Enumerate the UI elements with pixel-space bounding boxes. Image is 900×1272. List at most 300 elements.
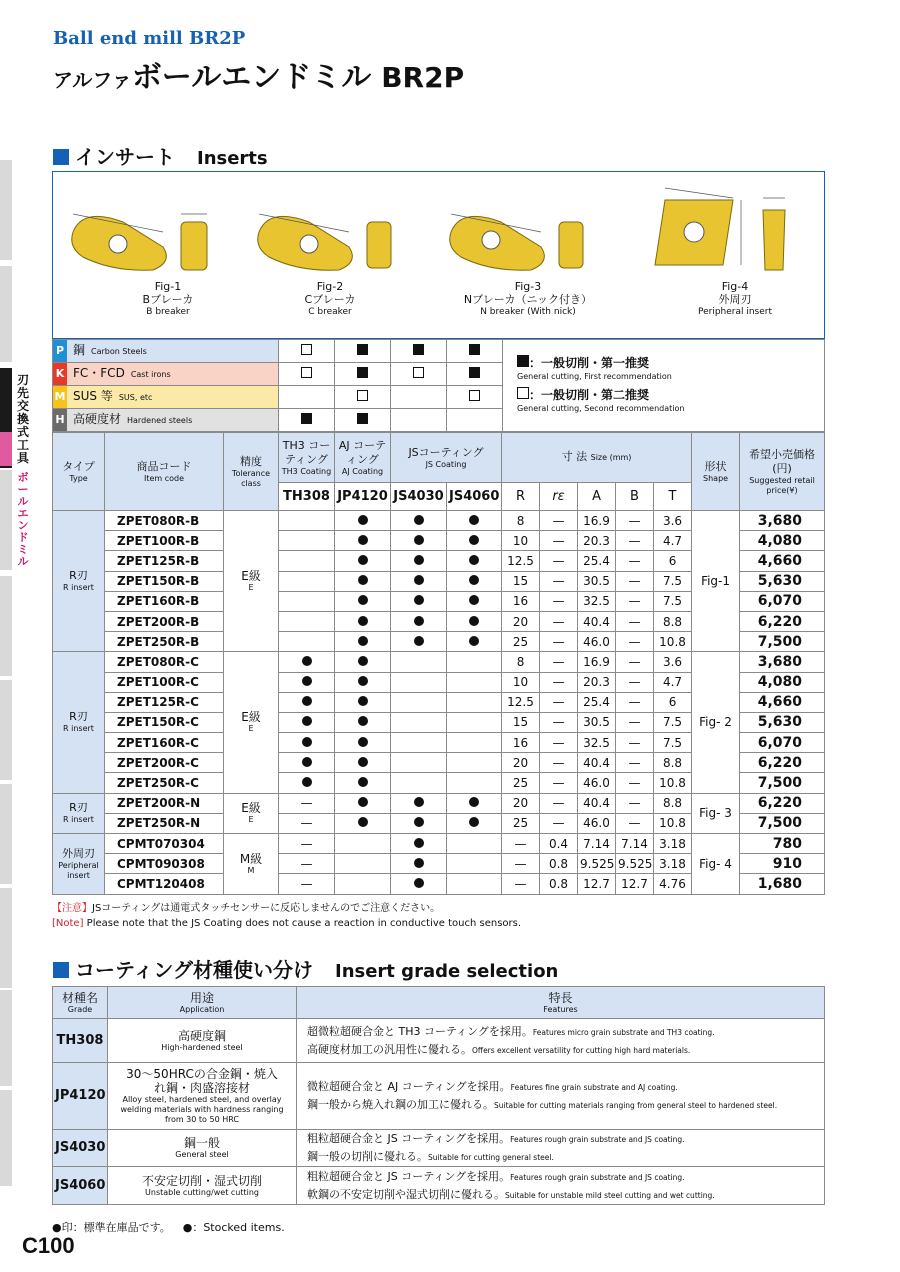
type-en: R insert	[63, 815, 94, 825]
col-th3-en: TH3 Coating	[281, 466, 332, 476]
item-code: ZPET250R-N	[105, 813, 224, 833]
grade-app-en: High-hardened steel	[161, 1042, 243, 1052]
dim-A: 20.3	[578, 531, 616, 551]
grade-header: JS4030	[391, 483, 447, 511]
stock-cell	[447, 854, 502, 874]
stock-cell	[335, 632, 391, 652]
dim-T: 8.8	[654, 793, 692, 813]
dim-B: —	[616, 733, 654, 753]
price: 910	[740, 854, 825, 874]
side-tab-5	[0, 680, 12, 780]
stock-cell	[391, 712, 447, 732]
stock-dot-icon	[414, 515, 424, 525]
stock-cell	[279, 813, 335, 833]
inserts-heading-jp: インサート	[75, 145, 175, 169]
note-jp	[52, 901, 521, 916]
dim-T: 7.5	[654, 591, 692, 611]
stock-cell	[447, 874, 502, 894]
stock-dot-icon	[358, 555, 368, 565]
tol-jp: M級	[239, 851, 263, 866]
side-tab-9	[0, 1090, 12, 1186]
dim-R: 12.5	[502, 692, 540, 712]
material-rec-cell	[335, 386, 391, 409]
material-letter: K	[53, 363, 67, 385]
dim-A: 9.525	[578, 854, 616, 874]
page-number: C100	[22, 1233, 75, 1258]
header-en-title: Ball end mill BR2P	[53, 28, 246, 49]
material-rec-cell	[335, 340, 391, 363]
legend-first	[517, 355, 672, 384]
grade-heading	[53, 954, 558, 983]
material-cell	[53, 409, 279, 432]
stock-cell	[391, 874, 447, 894]
price: 6,070	[740, 733, 825, 753]
shape-cell: Fig- 4	[692, 834, 740, 895]
stock-dot-icon	[414, 817, 424, 827]
col-aj-jp: AJ コーティング	[338, 438, 387, 466]
dim-header: B	[616, 483, 654, 511]
fig2-en: C breaker	[308, 307, 352, 317]
stock-dot-icon	[469, 595, 479, 605]
type-jp: R刃	[69, 710, 88, 724]
grade-header: JP4120	[335, 483, 391, 511]
stock-cell	[391, 591, 447, 611]
stock-cell	[335, 813, 391, 833]
grade-app-jp: 不安定切削・湿式切削	[141, 1173, 262, 1188]
stock-dot-icon	[469, 535, 479, 545]
grade-app-jp: 30～50HRCの合金鋼・焼入れ鋼・肉盛溶接材	[126, 1067, 278, 1095]
stock-dot-icon	[469, 575, 479, 585]
dim-T: 3.6	[654, 652, 692, 672]
dim-re: 0.4	[540, 834, 578, 854]
grade-name: JP4120	[53, 1063, 108, 1130]
stock-cell	[279, 611, 335, 631]
grade-col-grade	[53, 987, 108, 1019]
feature-jp: 軟鋼の不安定切削や湿式切削に優れる。	[307, 1187, 505, 1201]
grade-col-grade-en: Grade	[67, 1004, 93, 1014]
dim-B: —	[616, 712, 654, 732]
title-code: BR2P	[381, 61, 465, 94]
grade-table	[52, 986, 825, 1205]
note-en-text: Please note that the JS Coating does not cause a reaction in conductive touch sensors.	[86, 918, 522, 929]
stock-cell	[447, 632, 502, 652]
grade-col-app-en: Application	[179, 1004, 225, 1014]
fig4-en: Peripheral insert	[697, 307, 773, 317]
item-code: ZPET150R-B	[105, 571, 224, 591]
feature-line	[307, 1023, 822, 1041]
type-jp: R刃	[69, 801, 88, 815]
fig3-en: N breaker (With nick)	[480, 307, 576, 317]
side-tab-1	[0, 160, 12, 260]
fig1-en: B breaker	[146, 307, 190, 317]
item-code: ZPET080R-C	[105, 652, 224, 672]
dim-T: 4.7	[654, 531, 692, 551]
fig4-drawing	[633, 180, 818, 280]
material-en: SUS, etc	[118, 393, 153, 402]
dim-header: R	[502, 483, 540, 511]
col-size	[502, 433, 692, 483]
stock-cell	[335, 511, 391, 531]
stock-cell	[279, 874, 335, 894]
col-tolerance	[224, 433, 279, 511]
grade-header: JS4060	[447, 483, 502, 511]
first-rec-icon	[413, 344, 424, 355]
material-cell	[53, 386, 279, 409]
fig3-jp: Nブレーカ（ニック付き）	[463, 293, 593, 306]
feature-en: Features fine grain substrate and AJ coating.	[510, 1083, 678, 1092]
stock-dot-icon	[358, 656, 368, 666]
price: 1,680	[740, 874, 825, 894]
material-cell	[53, 340, 279, 363]
stock-cell	[335, 733, 391, 753]
dim-B: 9.525	[616, 854, 654, 874]
stock-note	[52, 1219, 285, 1235]
no-grade: —	[300, 856, 313, 871]
col-price-en: Suggested retail price(¥)	[749, 475, 815, 495]
feature-en: Features micro grain substrate and TH3 coating.	[532, 1027, 715, 1037]
stock-cell	[279, 571, 335, 591]
fig1-jp: Bブレーカ	[142, 293, 194, 306]
price: 4,660	[740, 551, 825, 571]
fig1-caption	[113, 280, 223, 319]
fig4-jp: 外周刃	[718, 293, 752, 306]
col-tol-jp: 精度	[240, 454, 262, 468]
tolerance-cell	[224, 793, 279, 833]
price: 6,220	[740, 611, 825, 631]
dim-T: 3.18	[654, 834, 692, 854]
tolerance-cell	[224, 652, 279, 793]
dim-A: 46.0	[578, 632, 616, 652]
first-rec-icon	[469, 344, 480, 355]
stock-dot-icon	[414, 535, 424, 545]
stock-dot-icon	[469, 515, 479, 525]
col-shape-jp: 形状	[704, 459, 727, 473]
second-rec-icon	[357, 390, 368, 401]
dim-R: —	[502, 874, 540, 894]
stock-dot-icon	[358, 696, 368, 706]
fig3-caption	[443, 280, 613, 319]
stock-cell	[279, 854, 335, 874]
col-price-jp: 希望小売価格(円)	[749, 447, 816, 475]
dim-T: 7.5	[654, 571, 692, 591]
side-tab-3	[0, 470, 12, 570]
stock-cell	[447, 733, 502, 753]
table-row	[53, 511, 825, 531]
inserts-heading	[53, 141, 268, 170]
tol-en: E	[248, 815, 254, 825]
dim-B: —	[616, 753, 654, 773]
stock-cell	[279, 753, 335, 773]
stock-dot-icon	[414, 575, 424, 585]
dim-re: —	[540, 632, 578, 652]
stock-cell	[447, 591, 502, 611]
stock-note-jp: ●印：標準在庫品です。	[52, 1221, 171, 1234]
stock-dot-icon	[414, 858, 424, 868]
dim-T: 4.7	[654, 672, 692, 692]
stock-cell	[447, 753, 502, 773]
material-rec-cell	[279, 386, 335, 409]
dim-re: —	[540, 672, 578, 692]
fig4-caption	[685, 280, 785, 319]
dim-T: 7.5	[654, 733, 692, 753]
item-code: ZPET250R-B	[105, 632, 224, 652]
tolerance-cell	[224, 511, 279, 652]
grade-app-jp: 高硬度鋼	[177, 1028, 226, 1043]
price: 6,220	[740, 753, 825, 773]
material-letter: M	[53, 386, 67, 408]
second-rec-icon	[413, 367, 424, 378]
dim-re: —	[540, 551, 578, 571]
dim-B: —	[616, 571, 654, 591]
stock-dot-icon	[414, 838, 424, 848]
dim-A: 30.5	[578, 712, 616, 732]
stock-cell	[279, 551, 335, 571]
type-en: R insert	[63, 724, 94, 734]
stock-dot-icon	[469, 616, 479, 626]
grade-row	[53, 1167, 825, 1205]
dim-B: —	[616, 632, 654, 652]
item-code: ZPET125R-B	[105, 551, 224, 571]
stock-cell	[335, 753, 391, 773]
type-cell	[53, 652, 105, 793]
side-tab-4	[0, 576, 12, 676]
stock-note-en: ●：Stocked items.	[182, 1221, 285, 1234]
dim-re: —	[540, 813, 578, 833]
col-aj-en: AJ Coating	[341, 466, 384, 476]
feature-en: Features rough grain substrate and JS coating.	[510, 1135, 685, 1144]
side-tab-7	[0, 888, 12, 988]
fig4-name: Fig-4	[721, 280, 749, 293]
material-rec-cell	[391, 386, 447, 409]
material-rec-cell	[391, 340, 447, 363]
materials-table	[52, 339, 825, 432]
stock-cell	[391, 672, 447, 692]
stock-dot-icon	[414, 616, 424, 626]
grade-app	[108, 1167, 297, 1205]
dim-re: 0.8	[540, 854, 578, 874]
price: 3,680	[740, 511, 825, 531]
col-th3	[279, 433, 335, 483]
grade-table-wrap	[52, 986, 825, 1205]
stock-cell	[279, 733, 335, 753]
stock-cell	[279, 652, 335, 672]
price: 4,080	[740, 672, 825, 692]
stock-dot-icon	[414, 797, 424, 807]
stock-cell	[335, 773, 391, 793]
note-jp-text: JSコーティングは通電式タッチセンサーに反応しませんのでご注意ください。	[92, 903, 441, 914]
feature-line	[307, 1148, 822, 1166]
feature-en: Suitable for cutting materials ranging from general steel to hardened steel.	[494, 1101, 778, 1110]
grade-row	[53, 1130, 825, 1167]
grade-row	[53, 1063, 825, 1130]
no-grade: —	[300, 836, 313, 851]
dim-R: —	[502, 854, 540, 874]
stock-cell	[279, 793, 335, 813]
dim-B: —	[616, 773, 654, 793]
stock-cell	[335, 672, 391, 692]
item-code: CPMT120408	[105, 874, 224, 894]
legend-second-en: General cutting, Second recommendation	[517, 404, 685, 413]
dim-B: —	[616, 551, 654, 571]
stock-cell	[391, 854, 447, 874]
material-row	[53, 340, 825, 363]
material-jp: 鋼	[73, 343, 86, 357]
stock-cell	[391, 551, 447, 571]
tolerance-cell	[224, 834, 279, 895]
dim-T: 10.8	[654, 773, 692, 793]
side-label-ballend: ボールエンドミル	[17, 471, 29, 568]
dim-A: 32.5	[578, 591, 616, 611]
grade-app-en: General steel	[175, 1150, 229, 1159]
stock-cell	[279, 531, 335, 551]
stock-cell	[391, 773, 447, 793]
note-jp-tag: 【注意】	[52, 903, 92, 914]
dim-R: 15	[502, 571, 540, 591]
dim-B: —	[616, 672, 654, 692]
feature-line	[307, 1078, 822, 1096]
dim-B: —	[616, 813, 654, 833]
stock-cell	[391, 652, 447, 672]
stock-cell	[391, 793, 447, 813]
stock-cell	[447, 511, 502, 531]
grade-app	[108, 1019, 297, 1063]
material-rec-cell	[447, 409, 503, 432]
feature-jp: 鋼一般の切削に優れる。	[307, 1150, 428, 1163]
col-js	[391, 433, 502, 483]
stock-dot-icon	[358, 535, 368, 545]
material-rec-cell	[279, 340, 335, 363]
stock-dot-icon	[469, 797, 479, 807]
dim-A: 30.5	[578, 571, 616, 591]
item-code: ZPET200R-N	[105, 793, 224, 813]
col-code-jp: 商品コード	[136, 459, 192, 473]
stock-cell	[447, 834, 502, 854]
price: 5,630	[740, 712, 825, 732]
first-rec-icon	[301, 413, 312, 424]
dim-B: —	[616, 511, 654, 531]
table-row	[53, 652, 825, 672]
fig2-caption	[275, 280, 385, 319]
price: 4,080	[740, 531, 825, 551]
grade-app	[108, 1130, 297, 1167]
type-en: Peripheral insert	[58, 860, 99, 880]
grade-col-feat	[297, 987, 825, 1019]
item-code: ZPET200R-C	[105, 753, 224, 773]
material-jp: FC・FCD	[73, 366, 125, 380]
stock-dot-icon	[302, 757, 312, 767]
dim-re: 0.8	[540, 874, 578, 894]
dim-B: —	[616, 611, 654, 631]
material-rec-cell	[335, 363, 391, 386]
stock-dot-icon	[302, 676, 312, 686]
dim-A: 25.4	[578, 692, 616, 712]
stock-dot-icon	[302, 696, 312, 706]
type-jp: 外周刃	[62, 846, 95, 860]
feature-jp: 微粒超硬合金と AJ コーティングを採用。	[307, 1080, 511, 1093]
col-shape-en: Shape	[703, 473, 729, 483]
type-cell	[53, 511, 105, 652]
dim-re: —	[540, 531, 578, 551]
stock-dot-icon	[358, 737, 368, 747]
stock-cell	[335, 854, 391, 874]
grade-col-app-jp: 用途	[189, 990, 214, 1005]
second-rec-icon	[301, 367, 312, 378]
material-rec-cell	[335, 409, 391, 432]
grade-name: JS4030	[53, 1130, 108, 1167]
stock-dot-icon	[302, 656, 312, 666]
feature-jp: 高硬度材加工の汎用性に優れる。	[307, 1042, 472, 1056]
stock-dot-icon	[358, 676, 368, 686]
material-rec-cell	[391, 363, 447, 386]
dim-header: T	[654, 483, 692, 511]
tol-en: M	[247, 865, 255, 875]
price: 7,500	[740, 773, 825, 793]
feature-line	[307, 1130, 822, 1148]
feature-en: Offers excellent versatility for cutting high hard materials.	[472, 1045, 691, 1055]
inserts-heading-en: Inserts	[197, 148, 268, 169]
dim-R: 8	[502, 511, 540, 531]
item-code: ZPET160R-C	[105, 733, 224, 753]
dim-re: —	[540, 652, 578, 672]
side-tab-6	[0, 784, 12, 884]
material-jp: SUS 等	[73, 389, 113, 403]
feature-jp: 鋼一般から焼入れ鋼の加工に優れる。	[307, 1098, 494, 1111]
col-size-en: Size (mm)	[590, 453, 632, 462]
item-code: CPMT090308	[105, 854, 224, 874]
dim-re: —	[540, 733, 578, 753]
feature-line	[307, 1168, 822, 1186]
second-rec-icon	[469, 390, 480, 401]
stock-dot-icon	[302, 777, 312, 787]
legend-first-en: General cutting, First recommendation	[517, 372, 672, 381]
item-code: CPMT070304	[105, 834, 224, 854]
stock-cell	[447, 773, 502, 793]
stock-cell	[335, 611, 391, 631]
legend-first-jp: ：一般切削・第一推奨	[529, 356, 650, 370]
dim-A: 46.0	[578, 813, 616, 833]
stock-cell	[391, 753, 447, 773]
dim-B: —	[616, 692, 654, 712]
col-aj	[335, 433, 391, 483]
notes	[52, 901, 521, 931]
side-tab-8	[0, 990, 12, 1086]
fig2-jp: Cブレーカ	[304, 293, 356, 306]
stock-cell	[335, 834, 391, 854]
dim-T: 6	[654, 551, 692, 571]
grade-col-feat-en: Features	[543, 1004, 578, 1014]
feature-jp: 粗粒超硬合金と JS コーティングを採用。	[307, 1132, 511, 1145]
price: 7,500	[740, 813, 825, 833]
stock-cell	[335, 652, 391, 672]
stock-dot-icon	[358, 636, 368, 646]
dim-A: 46.0	[578, 773, 616, 793]
col-shape	[692, 433, 740, 511]
dim-T: 3.18	[654, 854, 692, 874]
grade-features	[297, 1063, 825, 1130]
tol-jp: E級	[241, 569, 261, 584]
stock-dot-icon	[358, 595, 368, 605]
fig1-drawing	[63, 202, 223, 282]
material-rec-cell	[447, 340, 503, 363]
material-en: Carbon Steels	[91, 347, 147, 356]
col-type-jp: タイプ	[62, 459, 95, 473]
first-rec-icon	[357, 413, 368, 424]
stock-cell	[391, 692, 447, 712]
dim-A: 40.4	[578, 611, 616, 631]
stock-cell	[335, 531, 391, 551]
dim-re: —	[540, 571, 578, 591]
stock-cell	[279, 591, 335, 611]
